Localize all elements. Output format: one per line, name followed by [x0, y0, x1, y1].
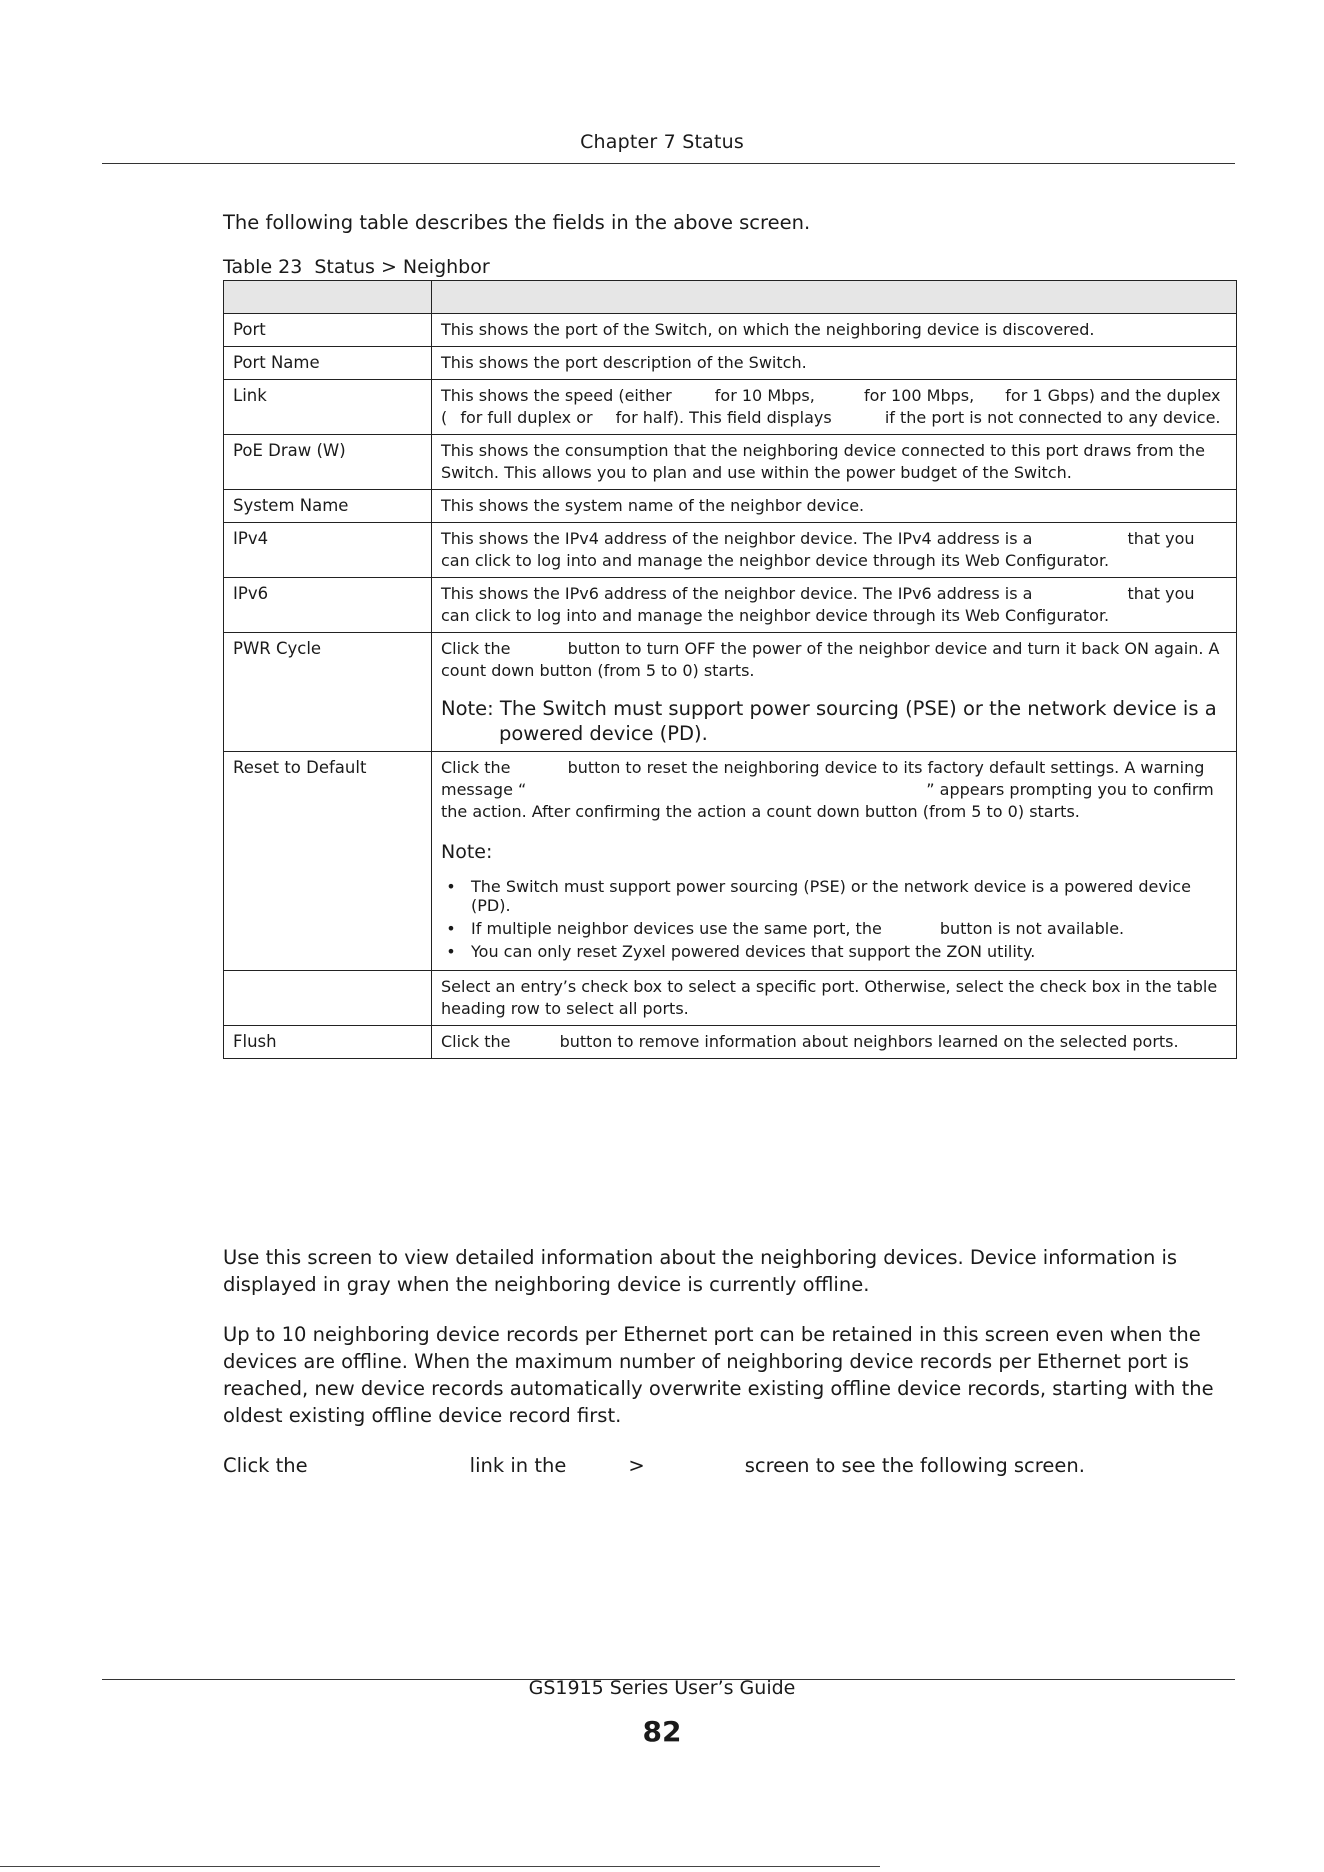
- page-number: 82: [642, 1715, 682, 1748]
- note-text: powered device (PD).: [499, 722, 708, 745]
- desc-text: Click the: [441, 639, 511, 658]
- row-description: [432, 380, 1237, 435]
- row-description: [432, 633, 1237, 752]
- row-label: IPv6: [224, 578, 432, 633]
- table-row: [224, 314, 1237, 347]
- row-description: [432, 523, 1237, 578]
- table-row: [224, 578, 1237, 633]
- desc-text: Click the: [441, 1032, 511, 1051]
- row-label: IPv4: [224, 523, 432, 578]
- table-caption: [223, 256, 490, 278]
- link-text: for 10 Mbps,: [714, 386, 815, 405]
- para-text: screen to see the following screen.: [744, 1454, 1085, 1477]
- link-text: for half). This field displays: [615, 408, 832, 427]
- row-description: [432, 752, 1237, 971]
- row-description: This shows the port of the Switch, on which the neighboring device is discovered.: [432, 314, 1237, 347]
- list-item: [471, 919, 1227, 938]
- para-text: Click the: [223, 1454, 308, 1477]
- para-text: link in the: [469, 1454, 567, 1477]
- row-label: Port: [224, 314, 432, 347]
- table-intro: The following table describes the fields in the above screen.: [223, 211, 811, 234]
- table-row: [224, 1026, 1237, 1059]
- desc-text: This shows the IPv6 address of the neighbor device. The IPv6 address is a: [441, 584, 1033, 603]
- link-text: This shows the speed (either: [441, 386, 672, 405]
- table-heading-row: [224, 281, 1237, 314]
- note: [441, 696, 1227, 746]
- row-label: System Name: [224, 490, 432, 523]
- list-item: • You can only reset Zyxel powered devices that support the ZON utility.: [471, 942, 1227, 961]
- row-description: This shows the system name of the neighbor device.: [432, 490, 1237, 523]
- table-row: [224, 490, 1237, 523]
- note-heading: Note:: [441, 841, 493, 863]
- table-row: [224, 971, 1237, 1026]
- desc-text: ” appears prompting you to confirm the action. After confirming the action a count down button (from 5 to 0) starts.: [441, 780, 1214, 821]
- table-row: [224, 435, 1237, 490]
- bottom-edge-line: [0, 1866, 880, 1867]
- desc-text: that you can click to log into and manage the neighbor device through its Web Configurator.: [441, 529, 1195, 570]
- body-paragraph: [223, 1452, 1236, 1479]
- table-title: Status > Neighbor: [314, 256, 490, 278]
- desc-text: button to remove information about neighbors learned on the selected ports.: [559, 1032, 1179, 1051]
- list-item: • The Switch must support power sourcing (PSE) or the network device is a powered device (PD).: [471, 877, 1227, 915]
- heading-description: [432, 281, 1237, 314]
- row-description: This shows the consumption that the neighboring device connected to this port draws from the Switch. This allows you to plan and use within the power budget of the Switch.: [432, 435, 1237, 490]
- link-text: if the port is not connected to any device.: [884, 408, 1221, 427]
- link-text: for 1 Gbps) and the duplex (: [441, 386, 1221, 427]
- body-paragraph: Use this screen to view detailed information about the neighboring devices. Device information is displayed in gray when the neighboring device is currently offline.: [223, 1246, 1178, 1296]
- body-paragraph: Up to 10 neighboring device records per Ethernet port can be retained in this screen even when the devices are offline. When the maximum number of neighboring device records per Ethernet port is reached, new device records automatically overwrite existing offline device records, starting with the oldest existing offline device record first.: [223, 1323, 1214, 1427]
- row-label: [224, 971, 432, 1026]
- table-row: [224, 380, 1237, 435]
- desc-text: button to reset the neighboring device to its factory default settings. A warning message “: [441, 758, 1205, 799]
- field-description-table: [223, 280, 1237, 1059]
- bullet-text: If multiple neighbor devices use the same port, the: [471, 919, 882, 938]
- heading-label: [224, 281, 432, 314]
- table-row: [224, 347, 1237, 380]
- row-description: [432, 1026, 1237, 1059]
- para-text: >: [628, 1454, 645, 1477]
- row-label: Flush: [224, 1026, 432, 1059]
- row-label: Port Name: [224, 347, 432, 380]
- row-label: Link: [224, 380, 432, 435]
- row-label: PoE Draw (W): [224, 435, 432, 490]
- note-bullets: [441, 877, 1227, 961]
- table-number: Table 23: [223, 256, 303, 278]
- row-label: PWR Cycle: [224, 633, 432, 752]
- row-description: [432, 578, 1237, 633]
- table-row: [224, 633, 1237, 752]
- row-description: This shows the port description of the Switch.: [432, 347, 1237, 380]
- table-row: [224, 523, 1237, 578]
- desc-text: Click the: [441, 758, 511, 777]
- chapter-header: Chapter 7 Status: [580, 131, 744, 153]
- guide-title: GS1915 Series User’s Guide: [528, 1677, 796, 1699]
- desc-text: button to turn OFF the power of the neighbor device and turn it back ON again. A count down button (from 5 to 0) starts.: [441, 639, 1220, 680]
- bullet-text: button is not available.: [939, 919, 1125, 938]
- header-rule: [102, 163, 1235, 164]
- link-text: for full duplex or: [460, 408, 593, 427]
- row-label: Reset to Default: [224, 752, 432, 971]
- row-description: Select an entry’s check box to select a specific port. Otherwise, select the check box in the table heading row to select all ports.: [432, 971, 1237, 1026]
- desc-text: that you can click to log into and manage the neighbor device through its Web Configurator.: [441, 584, 1195, 625]
- table-row: [224, 752, 1237, 971]
- link-text: for 100 Mbps,: [863, 386, 975, 405]
- note-text: Note: The Switch must support power sourcing (PSE) or the network device is a: [441, 697, 1217, 720]
- desc-text: This shows the IPv4 address of the neighbor device. The IPv4 address is a: [441, 529, 1033, 548]
